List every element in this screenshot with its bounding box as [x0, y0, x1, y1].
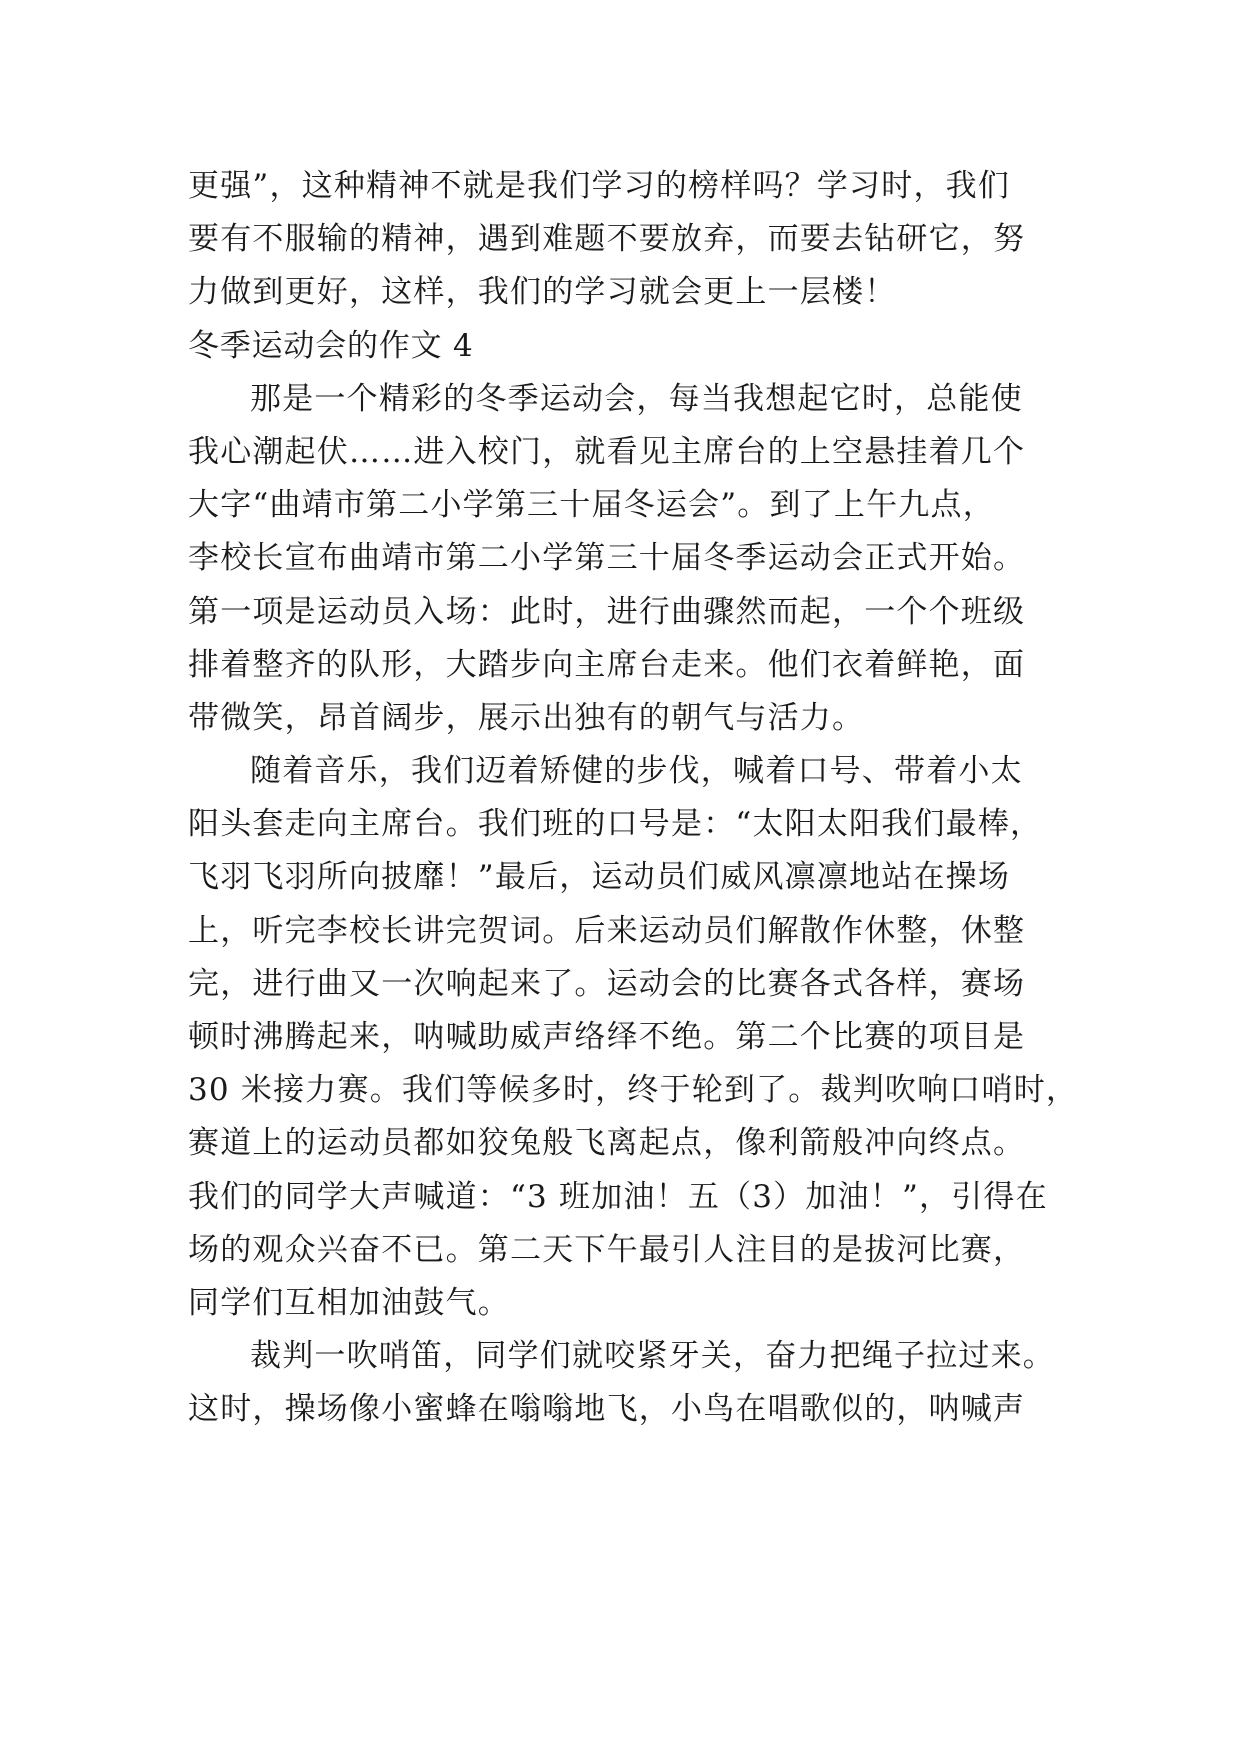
- text-line: 力做到更好，这样，我们的学习就会更上一层楼！: [188, 274, 897, 311]
- text-line: 30 米接力赛。我们等候多时，终于轮到了。裁判吹响口哨时，: [188, 1072, 1079, 1109]
- text-line: 顿时沸腾起来，呐喊助威声络绎不绝。第二个比赛的项目是: [188, 1019, 1026, 1055]
- paragraph-first-line: 随着音乐，我们迈着矫健的步伐，喊着口号、带着小太: [250, 753, 1023, 790]
- text-line: 赛道上的运动员都如狡兔般飞离起点，像利箭般冲向终点。: [188, 1125, 1026, 1162]
- text-line: 场的观众兴奋不已。第二天下午最引人注目的是拔河比赛，: [188, 1231, 1026, 1268]
- text-line: 阳头套走向主席台。我们班的口号是：“太阳太阳我们最棒，: [188, 806, 1043, 843]
- text-line: 这时，操场像小蜜蜂在嗡嗡地飞，小鸟在唱歌似的，呐喊声: [188, 1391, 1026, 1428]
- text-line: 上，听完李校长讲完贺词。后来运动员们解散作休整，休整: [188, 912, 1026, 949]
- text-line: 带微笑，昂首阔步，展示出独有的朝气与活力。: [188, 699, 865, 736]
- text-line: 大字“曲靖市第二小学第三十届冬运会”。到了上午九点，: [188, 487, 995, 524]
- text-line: 李校长宣布曲靖市第二小学第三十届冬季运动会正式开始。: [188, 540, 1026, 577]
- text-line: 我们的同学大声喊道：“3 班加油！五（3）加油！”，引得在: [188, 1178, 1048, 1215]
- text-line: 更强”，这种精神不就是我们学习的榜样吗？学习时，我们: [188, 168, 1011, 204]
- text-line: 飞羽飞羽所向披靡！”最后，运动员们威风凛凛地站在操场: [188, 859, 1011, 896]
- text-line: 同学们互相加油鼓气。: [188, 1284, 510, 1321]
- text-line: 第一项是运动员入场：此时，进行曲骤然而起，一个个班级: [188, 593, 1026, 630]
- text-line: 我心潮起伏……进入校门，就看见主席台的上空悬挂着几个: [188, 433, 1026, 470]
- paragraph-first-line: 那是一个精彩的冬季运动会，每当我想起它时，总能使: [250, 380, 1023, 417]
- paragraph-first-line: 裁判一吹哨笛，同学们就咬紧牙关，奋力把绳子拉过来。: [250, 1338, 1055, 1375]
- text-line: 完，进行曲又一次响起来了。运动会的比赛各式各样，赛场: [188, 965, 1026, 1002]
- text-line: 排着整齐的队形，大踏步向主席台走来。他们衣着鲜艳，面: [188, 646, 1026, 683]
- text-line: 要有不服输的精神，遇到难题不要放弃，而要去钻研它，努: [188, 221, 1026, 258]
- essay-text: [188, 160, 1079, 1437]
- section-heading: 冬季运动会的作文 4: [188, 327, 474, 364]
